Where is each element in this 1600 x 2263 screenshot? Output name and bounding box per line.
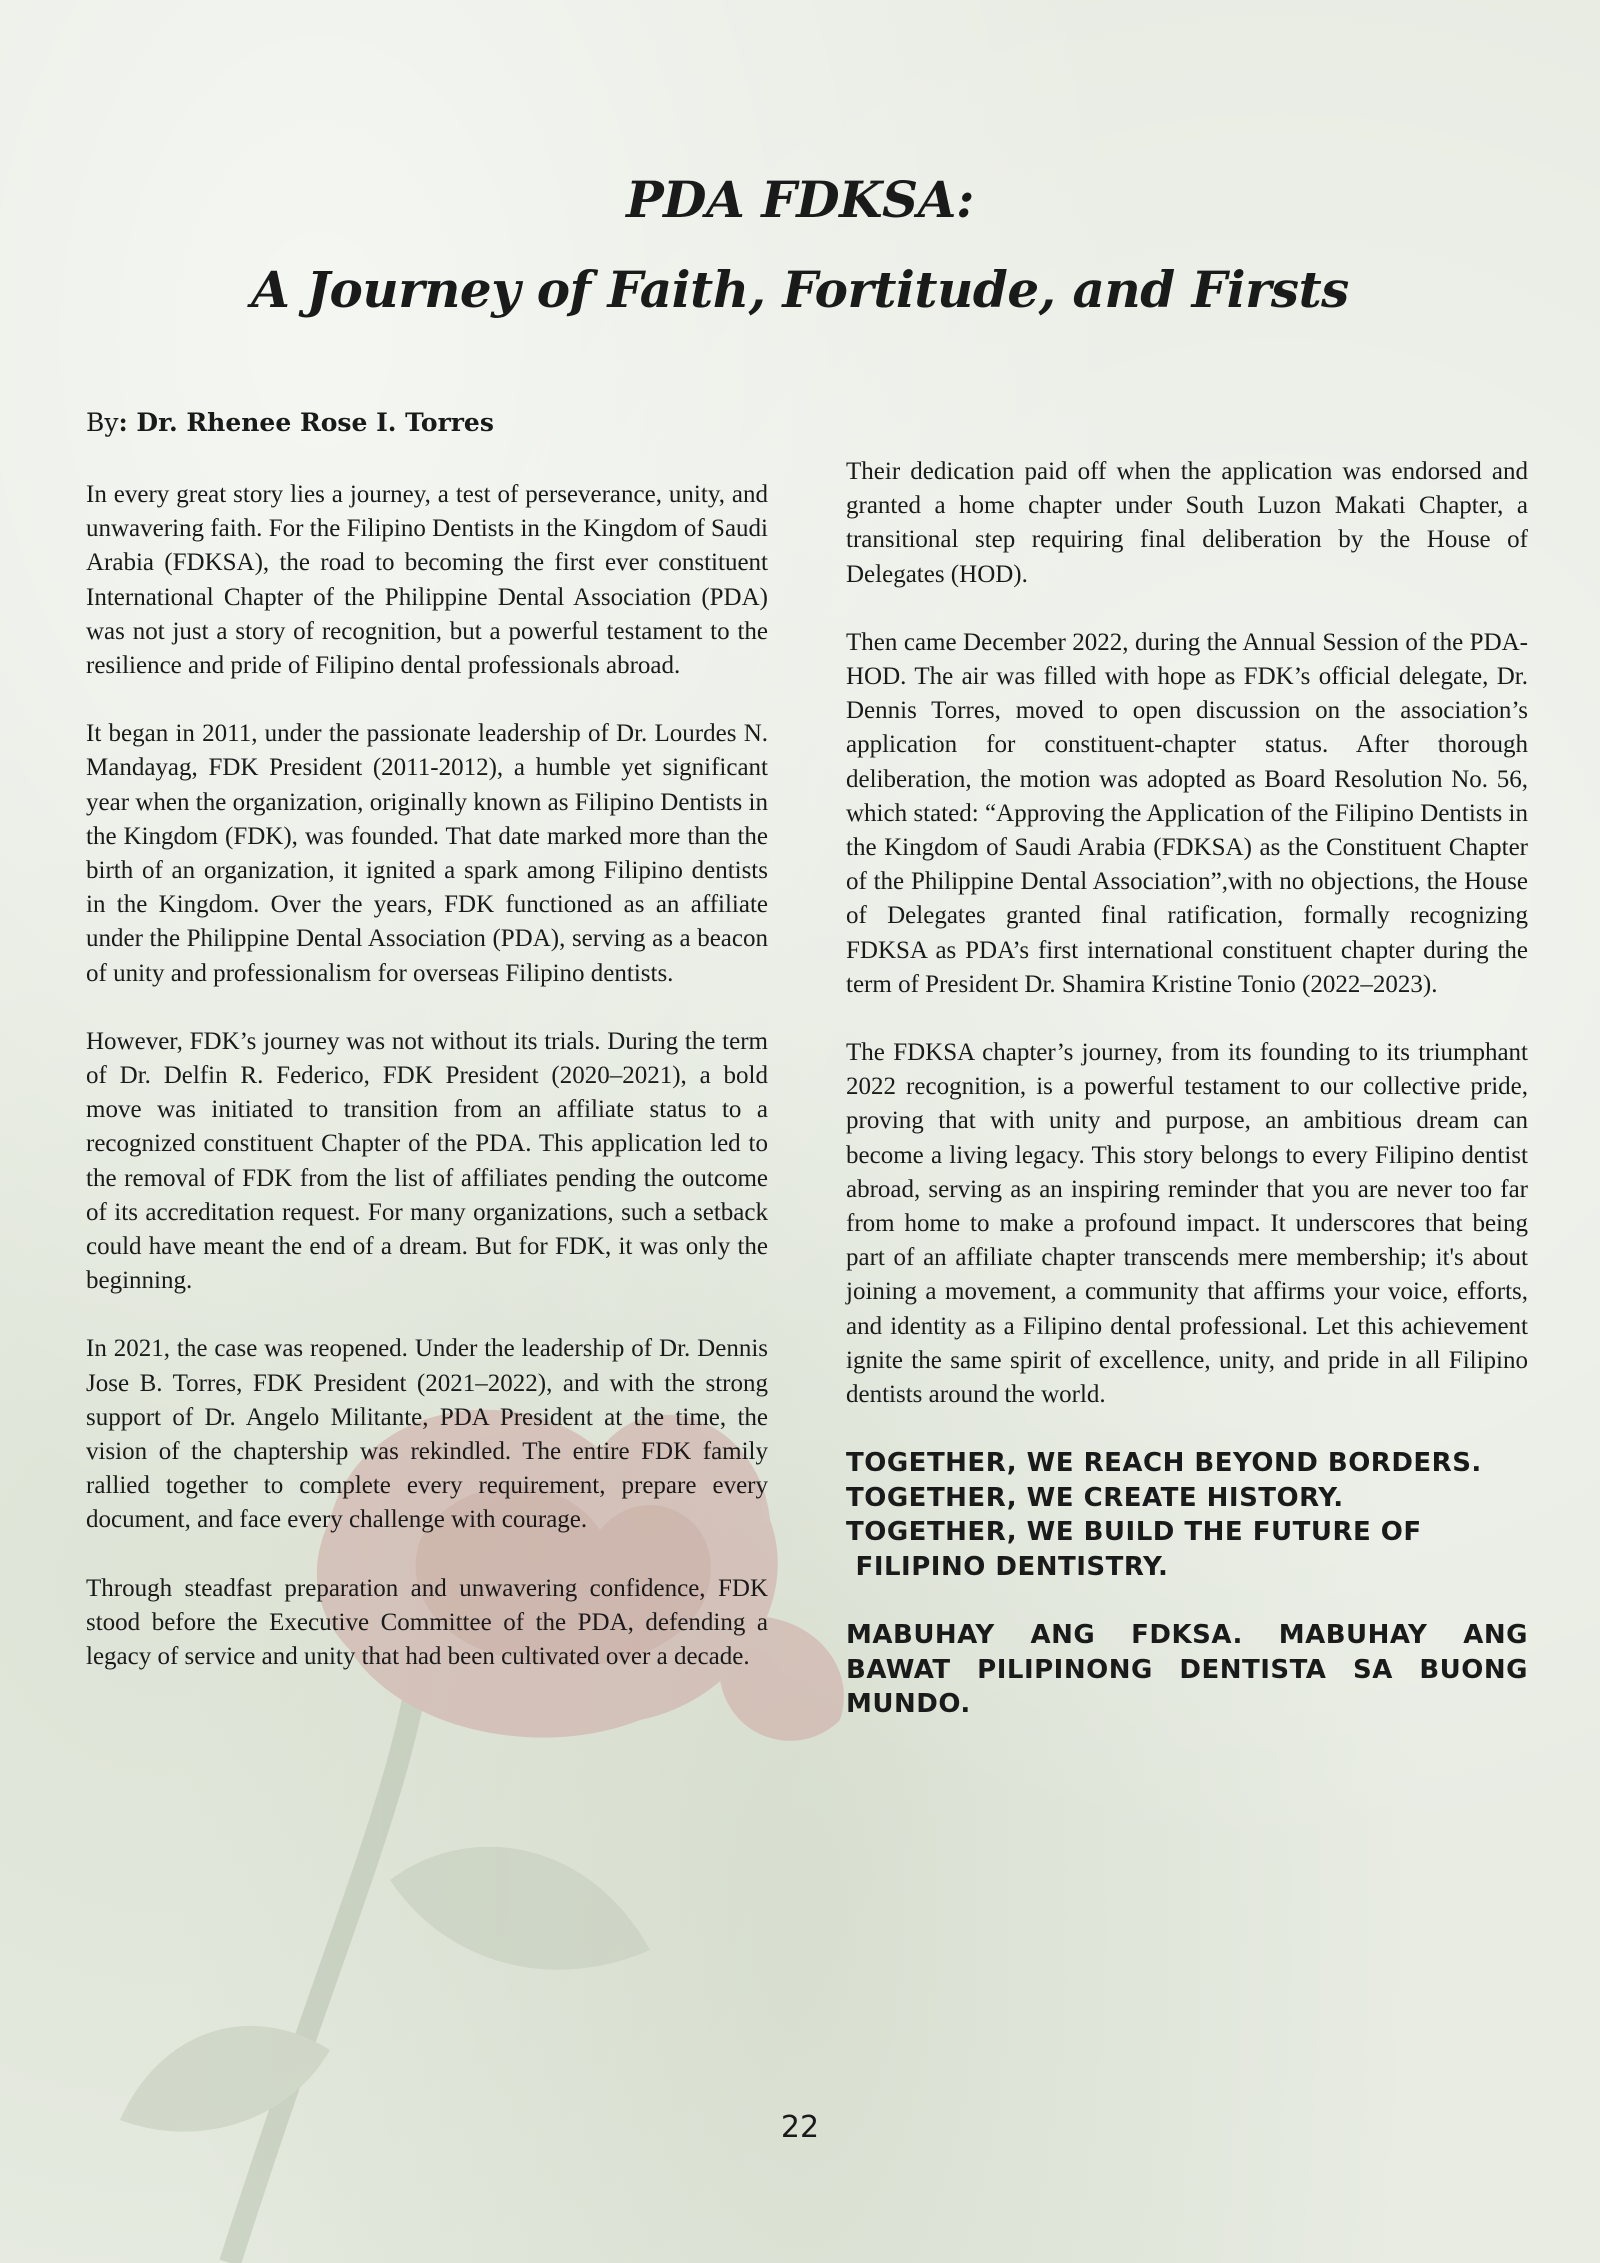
title-line-2: A Journey of Faith, Fortitude, and Firsts xyxy=(251,260,1349,319)
closing-line: TOGETHER, WE BUILD THE FUTURE OF xyxy=(846,1517,1422,1548)
paragraph: Their dedication paid off when the application was endorsed and granted a home chapter under South Luzon Makati Chapter, a transitional step requiring final deliberation by the House of Delegates (HOD). xyxy=(846,458,1528,588)
byline xyxy=(86,408,494,437)
left-column xyxy=(86,478,768,1708)
paragraph: The FDKSA chapter’s journey, from its founding to its triumphant 2022 recognition, is a powerful testament to our collective pride, proving that with unity and purpose, an ambitious dream can become a living legacy. This story belongs to every Filipino dentist abroad, serving as an inspiring reminder that you are never too far from home to make a profound impact. It underscores that being part of an affiliate chapter transcends mere membership; it's about joining a movement, a community that affirms your voice, efforts, and identity as a Filipino dental professional. Let this achievement ignite the same spirit of excellence, unity, and pride in all Filipino dentists around the world. xyxy=(846,1039,1528,1409)
paragraph: Through steadfast preparation and unwavering confidence, FDK stood before the Executive Committee of the PDA, defending a legacy of service and unity that had been cultivated over a decade. xyxy=(86,1574,768,1671)
closing-statement xyxy=(846,1446,1528,1584)
closing-line: TOGETHER, WE REACH BEYOND BORDERS. xyxy=(846,1448,1482,1479)
page-number: 22 xyxy=(780,2110,820,2145)
rose-leaf xyxy=(390,1847,650,1970)
rose-stem xyxy=(230,1660,420,2263)
right-column xyxy=(846,455,1528,1756)
article-title xyxy=(0,155,1600,335)
byline-prefix: By xyxy=(86,408,119,437)
title-line-1: PDA FDKSA: xyxy=(626,170,974,229)
closing-line: FILIPINO DENTISTRY. xyxy=(846,1551,1169,1582)
paragraph: However, FDK’s journey was not without its trials. During the term of Dr. Delfin R. Federico, FDK President (2020–2021), a bold move was initiated to transition from an affiliate status to a recognized constituent Chapter of the PDA. This application led to the removal of FDK from the list of affiliates pending the outcome of its accreditation request. For many organizations, such a setback could have meant the end of a dream. But for FDK, it was only the beginning. xyxy=(86,1027,768,1295)
paragraph: It began in 2011, under the passionate leadership of Dr. Lourdes N. Mandayag, FDK President (2011-2012), a humble yet significant year when the organization, originally known as Filipino Dentists in the Kingdom (FDK), was founded. That date marked more than the birth of an organization, it ignited a spark among Filipino dentists in the Kingdom. Over the years, FDK functioned as an affiliate under the Philippine Dental Association (PDA), serving as a beacon of unity and professionalism for overseas Filipino dentists. xyxy=(86,720,768,987)
closing-tagalog: MABUHAY ANG FDKSA. MABUHAY ANG BAWAT PILIPINONG DENTISTA SA BUONG MUNDO. xyxy=(846,1620,1528,1720)
paragraph: Then came December 2022, during the Annual Session of the PDA-HOD. The air was filled with hope as FDK’s official delegate, Dr. Dennis Torres, moved to open discussion on the association’s application for constituent-chapter status. After thorough deliberation, the motion was adopted as Board Resolution No. 56, which stated: “Approving the Application of the Filipino Dentists in the Kingdom of Saudi Arabia (FDKSA) as the Constituent Chapter of the Philippine Dental Association”,with no objections, the House of Delegates granted final ratification, formally recognizing FDKSA as PDA’s first international constituent chapter during the term of President Dr. Shamira Kristine Tonio (2022–2023). xyxy=(846,628,1528,998)
paragraph: In every great story lies a journey, a test of perseverance, unity, and unwavering faith. For the Filipino Dentists in the Kingdom of Saudi Arabia (FDKSA), the road to becoming the first ever constituent International Chapter of the Philippine Dental Association (PDA) was not just a story of recognition, but a powerful testament to the resilience and pride of Filipino dental professionals abroad. xyxy=(86,481,768,680)
paragraph: In 2021, the case was reopened. Under the leadership of Dr. Dennis Jose B. Torres, FDK President (2021–2022), and with the strong support of Dr. Angelo Militante, PDA President at the time, the vision of the chaptership was rekindled. The entire FDK family rallied together to complete every requirement, prepare every document, and face every challenge with courage. xyxy=(86,1335,768,1534)
closing-line: TOGETHER, WE CREATE HISTORY. xyxy=(846,1482,1344,1513)
byline-author: : Dr. Rhenee Rose I. Torres xyxy=(118,408,494,437)
